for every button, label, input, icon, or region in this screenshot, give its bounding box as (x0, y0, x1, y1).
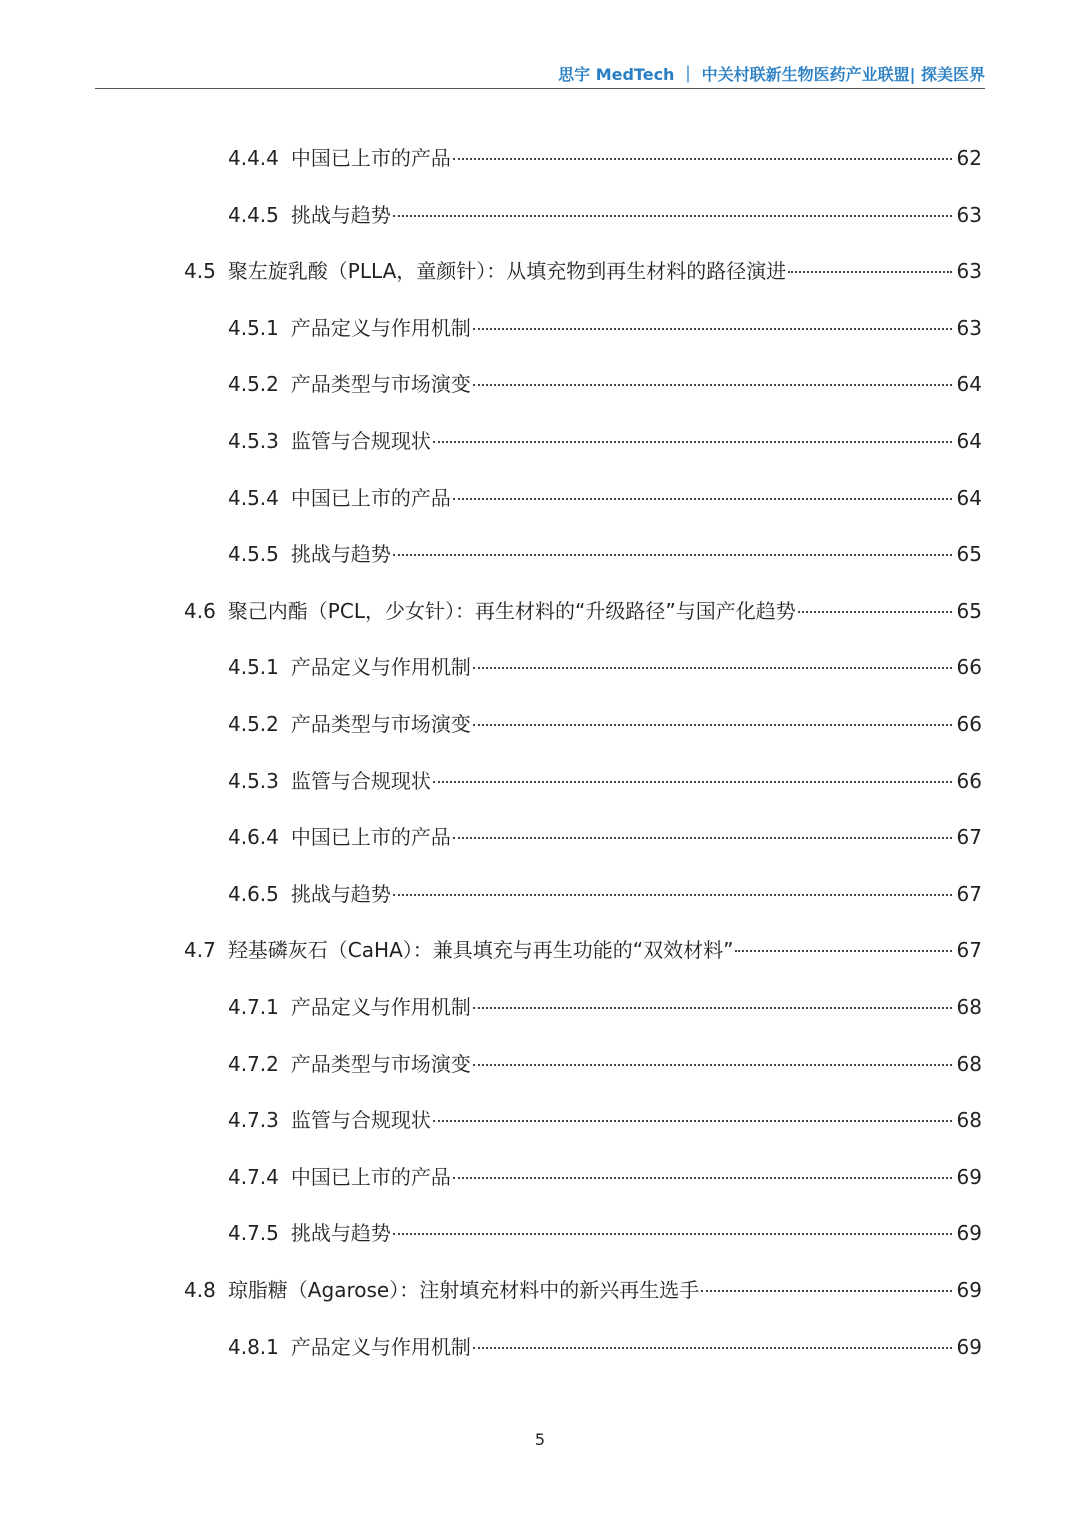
toc-dot-leader (453, 837, 952, 839)
toc-entry[interactable] (184, 922, 982, 978)
toc-entry-page: 63 (956, 315, 982, 340)
toc-entry-title: 监管与合规现状 (290, 429, 431, 453)
toc-entry-page: 62 (956, 146, 982, 170)
toc-dot-leader (433, 1120, 952, 1122)
toc-entry-number: 4.7 (184, 938, 216, 963)
toc-entry[interactable] (228, 979, 982, 1035)
page-header: 思宇 MedTech ｜ 中关村联新生物医药产业联盟| 探美医界 (558, 65, 985, 84)
toc-entry[interactable] (228, 1036, 982, 1092)
toc-entry[interactable] (228, 470, 982, 526)
toc-entry-title: 琼脂糖（Agarose）：注射填充材料中的新兴再生选手 (227, 1278, 700, 1302)
toc-entry-page: 69 (956, 1334, 982, 1359)
toc-entry-title: 产品类型与市场演变 (290, 1051, 471, 1076)
toc-entry[interactable] (228, 130, 982, 186)
toc-entry[interactable] (228, 753, 982, 809)
toc-entry-title: 挑战与趋势 (290, 542, 391, 567)
toc-entry-title: 聚左旋乳酸（PLLA，童颜针）：从填充物到再生材料的路径演进 (227, 259, 787, 284)
toc-entry[interactable] (184, 1262, 982, 1318)
toc-entry-number: 4.7.2 (228, 1051, 279, 1076)
toc-dot-leader (433, 441, 952, 443)
toc-entry-title: 监管与合规现状 (290, 1108, 431, 1133)
toc-entry-page: 67 (956, 881, 982, 906)
toc-entry-page: 63 (956, 202, 982, 227)
toc-entry[interactable] (228, 866, 982, 922)
toc-entry-number: 4.7.5 (228, 1221, 279, 1246)
toc-entry-page: 69 (956, 1278, 982, 1302)
toc-entry-page: 69 (956, 1164, 982, 1189)
toc-entry-title: 产品定义与作用机制 (290, 995, 471, 1019)
toc-entry[interactable] (228, 187, 982, 243)
toc-entry-title: 挑战与趋势 (290, 1221, 391, 1246)
toc-entry-number: 4.5.3 (228, 768, 279, 793)
toc-entry-page: 68 (956, 1051, 982, 1076)
toc-entry-page: 68 (956, 1108, 982, 1133)
toc-entry-title: 挑战与趋势 (290, 202, 391, 227)
toc-entry[interactable] (228, 696, 982, 752)
toc-dot-leader (798, 611, 952, 613)
toc-entry-title: 中国已上市的产品 (290, 1164, 451, 1189)
toc-entry[interactable] (228, 413, 982, 469)
toc-dot-leader (393, 894, 952, 896)
toc-entry-title: 中国已上市的产品 (290, 485, 451, 510)
toc-dot-leader (473, 667, 952, 669)
toc-dot-leader (393, 215, 952, 217)
toc-dot-leader (473, 1007, 952, 1009)
toc-dot-leader (453, 158, 952, 160)
toc-entry-number: 4.4.5 (228, 202, 279, 227)
toc-entry[interactable] (228, 300, 982, 356)
toc-entry[interactable] (228, 1205, 982, 1261)
toc-entry-number: 4.7.1 (228, 995, 279, 1019)
toc-entry-title: 羟基磷灰石（CaHA）：兼具填充与再生功能的“双效材料” (227, 938, 734, 963)
toc-entry[interactable] (228, 809, 982, 865)
toc-entry-page: 68 (956, 995, 982, 1019)
toc-entry-title: 监管与合规现状 (290, 768, 431, 793)
toc-entry[interactable] (184, 583, 982, 639)
toc-dot-leader (788, 271, 952, 273)
toc-entry[interactable] (228, 1092, 982, 1148)
toc-entry-page: 66 (956, 655, 982, 680)
toc-entry-number: 4.5.1 (228, 315, 279, 340)
toc-entry-title: 聚己内酯（PCL，少女针）：再生材料的“升级路径”与国产化趋势 (227, 598, 796, 623)
toc-entry-page: 64 (956, 485, 982, 510)
toc-dot-leader (473, 724, 952, 726)
toc-entry-number: 4.4.4 (228, 146, 279, 170)
toc-entry-page: 69 (956, 1221, 982, 1246)
toc-entry-number: 4.5.4 (228, 485, 279, 510)
toc-dot-leader (473, 1347, 952, 1349)
toc-entry-title: 中国已上市的产品 (290, 146, 451, 170)
toc-dot-leader (701, 1290, 952, 1292)
toc-entry-title: 产品定义与作用机制 (290, 315, 471, 340)
toc-dot-leader (735, 950, 952, 952)
toc-entry-page: 63 (956, 259, 982, 284)
toc-entry-number: 4.5.3 (228, 429, 279, 453)
toc-entry[interactable] (184, 243, 982, 299)
toc-entry-number: 4.6 (184, 598, 216, 623)
toc-dot-leader (433, 781, 952, 783)
toc-entry-title: 产品定义与作用机制 (290, 1334, 471, 1359)
toc-entry[interactable] (228, 1319, 982, 1375)
toc-entry-number: 4.5.1 (228, 655, 279, 680)
toc-dot-leader (473, 328, 952, 330)
toc-entry-number: 4.6.4 (228, 825, 279, 850)
toc-entry-number: 4.7.4 (228, 1164, 279, 1189)
toc-entry-number: 4.6.5 (228, 881, 279, 906)
toc-dot-leader (473, 384, 952, 386)
toc-entry-title: 产品定义与作用机制 (290, 655, 471, 680)
toc-dot-leader (453, 498, 952, 500)
page-number: 5 (534, 1430, 546, 1449)
toc-dot-leader (393, 1233, 952, 1235)
toc-entry-page: 65 (956, 542, 982, 567)
toc-entry-page: 67 (956, 825, 982, 850)
toc-dot-leader (453, 1177, 952, 1179)
toc-entry-title: 挑战与趋势 (290, 881, 391, 906)
toc-entry-number: 4.5.2 (228, 712, 279, 736)
toc-entry-page: 65 (956, 598, 982, 623)
toc-entry[interactable] (228, 356, 982, 412)
toc-entry[interactable] (228, 526, 982, 582)
toc-entry-title: 产品类型与市场演变 (290, 712, 471, 736)
toc-entry[interactable] (228, 1149, 982, 1205)
toc-entry-number: 4.7.3 (228, 1108, 279, 1133)
toc-entry-number: 4.8.1 (228, 1334, 279, 1359)
toc-entry-number: 4.5.5 (228, 542, 279, 567)
toc-entry-title: 产品类型与市场演变 (290, 372, 471, 397)
toc-entry-number: 4.5.2 (228, 372, 279, 397)
toc-entry[interactable] (228, 639, 982, 695)
toc-entry-page: 64 (956, 372, 982, 397)
toc-entry-number: 4.5 (184, 259, 216, 284)
toc-dot-leader (393, 554, 952, 556)
toc-entry-number: 4.8 (184, 1278, 216, 1302)
header-divider (95, 88, 985, 89)
toc-entry-page: 64 (956, 429, 982, 453)
toc-dot-leader (473, 1064, 952, 1066)
toc-entry-page: 67 (956, 938, 982, 963)
toc-entry-title: 中国已上市的产品 (290, 825, 451, 850)
toc-entry-page: 66 (956, 768, 982, 793)
toc-entry-page: 66 (956, 712, 982, 736)
